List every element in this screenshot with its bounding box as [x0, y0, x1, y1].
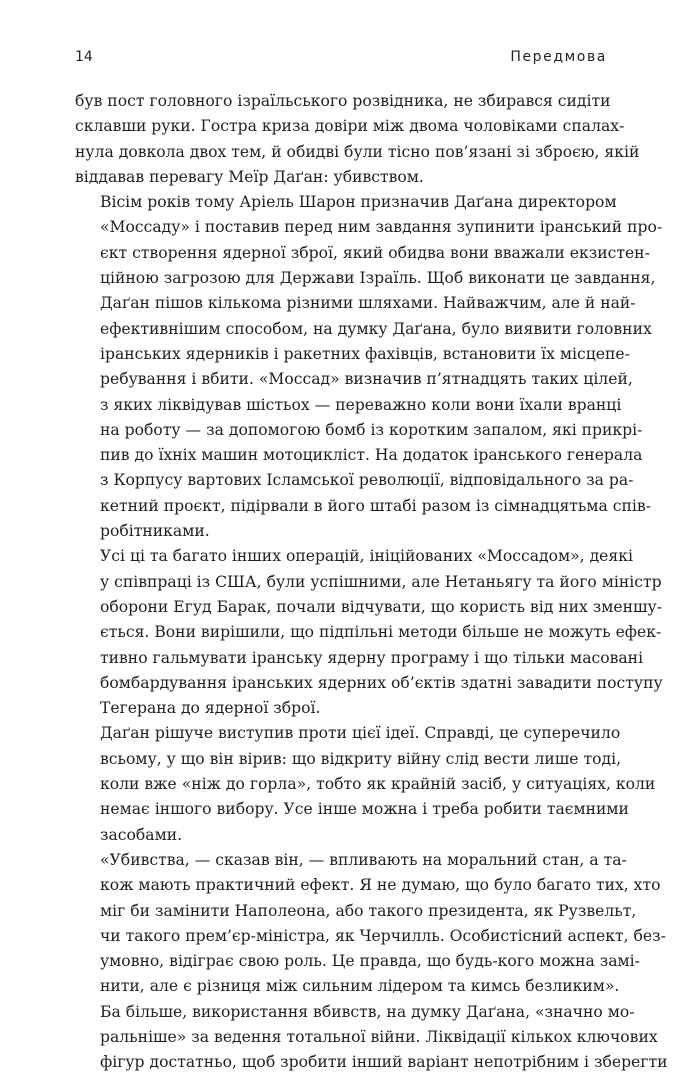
running-title: Передмова — [510, 49, 607, 65]
text-line: ребування і вбити. «Моссад» визначив п’ятнадцять таких цілей, — [100, 370, 633, 389]
text-line: склавши руки. Гостра криза довіри між двома чоловіками спалах- — [75, 117, 625, 136]
text-line: оборони Егуд Барак, почали відчувати, що користь від них зменшу- — [100, 597, 662, 616]
text-line: Усі ці та багато інших операцій, ініційованих «Моссадом», деякі — [100, 547, 633, 566]
page-number: 14 — [75, 49, 93, 65]
text-line: Даґан рішуче виступив проти цієї ідеї. Справді, це суперечило — [100, 724, 621, 743]
text-line: умовно, відіграє свою роль. Це правда, що будь-кого можна замі- — [100, 952, 640, 971]
text-line: нула довкола двох тем, й обидві були тісно пов’язані зі зброєю, якій — [75, 142, 640, 161]
text-line: тивно гальмувати іранську ядерну програму і що тільки масовані — [100, 648, 644, 667]
paragraph — [75, 190, 663, 544]
text-line: з яких ліквідував шістьох — переважно коли вони їхали вранці — [100, 395, 622, 414]
text-line: «Моссаду» і поставив перед ним завдання зупинити іранський про- — [100, 218, 663, 237]
body-text — [75, 89, 668, 1076]
text-line: ється. Вони вирішили, що підпільні методи більше не можуть ефек- — [100, 623, 662, 642]
text-line: Вісім років тому Аріель Шарон призначив Даґана директором — [100, 193, 617, 212]
text-line: був пост головного ізраїльського розвідника, не збирався сидіти — [75, 92, 611, 110]
text-line: у співпраці із США, були успішними, але Нетаньягу та його міністр — [100, 572, 662, 591]
text-line: пив до їхніх машин мотоцикліст. На додаток іранського генерала — [100, 446, 643, 465]
text-line: чи такого прем’єр-міністра, як Черчилль. Особистісний аспект, без- — [100, 926, 666, 945]
text-line: віддавав перевагу Меїр Даґан: убивством. — [75, 167, 424, 186]
text-line: «Убивства, — сказав він, — впливають на моральний стан, а та- — [100, 850, 627, 869]
paragraph — [75, 544, 663, 721]
text-line: ефективнішим способом, на думку Даґана, було виявити головних — [100, 319, 652, 338]
text-line: іранських ядерників і ракетних фахівців, встановити їх місцепе- — [100, 344, 630, 363]
text-line: робітниками. — [100, 522, 210, 541]
text-line: міг би замінити Наполеона, або такого президента, як Рузвельт, — [100, 901, 637, 920]
text-line: на роботу — за допомогою бомб із коротким запалом, які прикрі- — [100, 420, 643, 439]
page-header — [75, 49, 607, 71]
text-line: кож мають практичний ефект. Я не думаю, що було багато тих, хто — [100, 876, 661, 895]
paragraph — [75, 721, 656, 847]
text-line: коли вже «ніж до горла», тобто як крайній засіб, у ситуаціях, коли — [100, 775, 656, 794]
text-line: фігур достатньо, щоб зробити інший варіант непотрібним і зберегти — [100, 1053, 668, 1072]
text-line: єкт створення ядерної зброї, який обидва вони вважали екзистен- — [100, 243, 650, 262]
paragraph — [75, 1000, 668, 1076]
text-line: нити, але є різниця між сильним лідером та кимсь безликим». — [100, 977, 620, 996]
text-line: всьому, у що він вірив: що відкриту війну слід вести лише тоді, — [100, 749, 622, 768]
text-line: немає іншого вибору. Усе інше можна і треба робити таємними — [100, 800, 629, 819]
text-line: ральніше» за ведення тотальної війни. Ліквідації кількох ключових — [100, 1027, 658, 1046]
text-line: бомбардування іранських ядерних об’єктів здатні завадити поступу — [100, 673, 663, 692]
text-line: засобами. — [100, 825, 183, 844]
paragraph — [75, 89, 640, 190]
text-line: кетний проєкт, підірвали в його штабі разом із сімнадцятьма спів- — [100, 496, 651, 515]
text-line: Тегерана до ядерної зброї. — [100, 699, 321, 718]
paragraph — [75, 848, 666, 1000]
text-line: ційною загрозою для Держави Ізраїль. Щоб виконати це завдання, — [100, 269, 656, 288]
text-line: Даґан пішов кількома різними шляхами. Найважчим, але й най- — [100, 294, 636, 313]
text-line: з Корпусу вартових Ісламської революції, відповідального за ра- — [100, 471, 634, 490]
text-line: Ба більше, використання вбивств, на думку Даґана, «значно мо- — [100, 1002, 635, 1021]
